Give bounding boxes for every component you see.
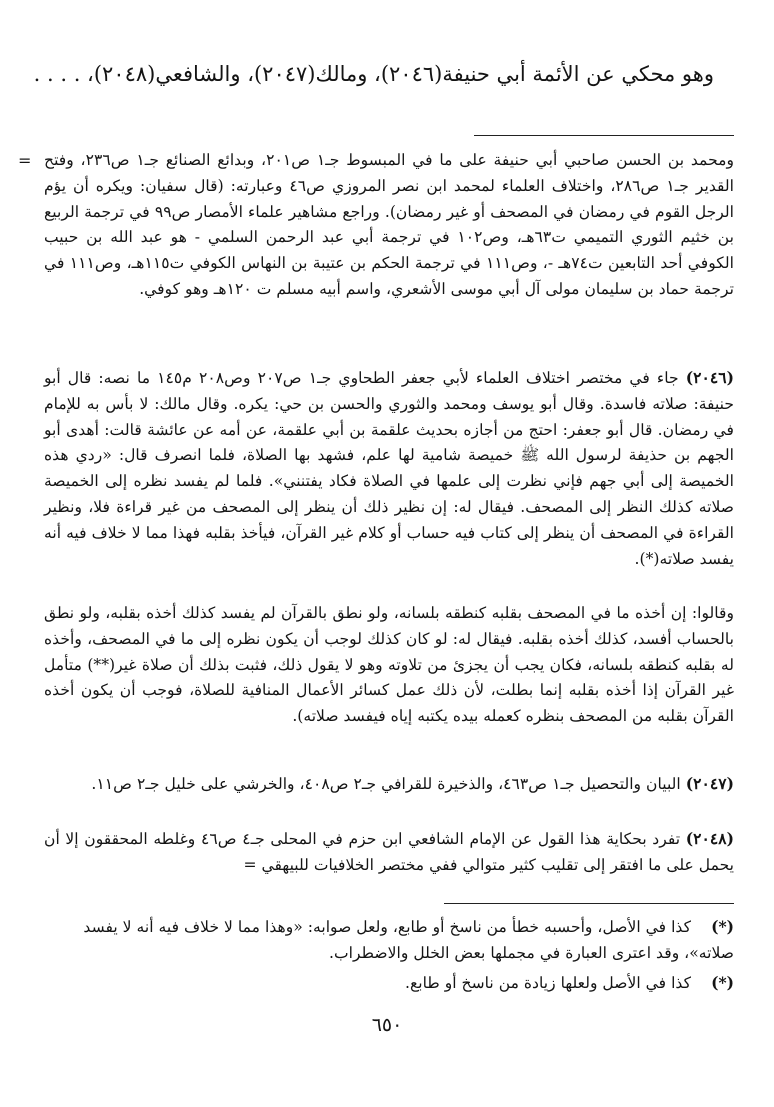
note-2046-text-2: وقالوا: إن أخذه ما في المصحف بقلبه كنطقه بلسانه، ولو نطق بالقرآن لم يفسد كذلك أخذه بقلبه، ولو نطق بالحساب أفسد، كذلك أخذه بقلبه. فيقال له: لو كان كذلك لوجب أن يكون نظره إلى ما في المصحف، وأخذه له بقلبه كنطقه بلسانه، فكان يجب أن يجزئ من تلاوته وهو لا يقول ذلك، فثبت بذلك أن صلاة غير(**) متأمل غير القرآن إذا أخذه بقلبه إنما بطلت، لأن ذلك عمل كسائر الأعمال المنافية للصلاة، فوجب أن يكون أخذه القرآن بقلبه من المصحف بنظره كعمله بيده يكتبه إياه فيفسد صلاته). bbox=[44, 604, 734, 726]
editor-footnote-1 bbox=[44, 914, 734, 967]
editor-footnote-1-text: كذا في الأصل، وأحسبه خطأ من ناسخ أو طابع، ولعل صوابه: «وهذا مما لا خلاف فيه أنه لا يفسد صلاته»، وقد اعترى العبارة في مجملها بعض الخلل والاضطراب. bbox=[83, 918, 734, 962]
note-2046-number: (٢٠٤٦) bbox=[685, 368, 735, 387]
editor-footnote-2 bbox=[44, 970, 734, 997]
continuation-text: ومحمد بن الحسن صاحبي أبي حنيفة على ما في المبسوط جـ١ ص٢٠١، وبدائع الصنائع جـ١ ص٢٣٦، وفتح القدير جـ١ ص٢٨٦، واختلاف العلماء لمحمد ابن نصر المروزي ص٤٦ وعبارته: (قال سفيان: ويكره أن يؤم الرجل القوم في رمضان في المصحف أو غير رمضان). وراجع مشاهير علماء الأمصار ص٩٩ في ترجمة الربيع بن خثيم الثوري التميمي ت٦٣هـ، وص١٠٢ في ترجمة أبي عبد الرحمن السلمي - هو عبد الله بن حبيب الكوفي أحد التابعين ت٧٤هـ -، وص١١١ في ترجمة الحكم بن عتيبة بن النهاس الكوفي ت١١٥هـ، وص١١١ في ترجمة حماد بن سليمان مولى آل أبي موسى الأشعري، واسم أبيه مسلم ت ١٢٠هـ وهو كوفي. bbox=[44, 151, 735, 298]
editor-footnote-1-mark: (*) bbox=[711, 917, 734, 936]
continuation-mark: = bbox=[18, 151, 32, 170]
note-2047 bbox=[44, 771, 734, 798]
note-2048-number: (٢٠٤٨) bbox=[685, 829, 734, 848]
note-2048-text: تفرد بحكاية هذا القول عن الإمام الشافعي ابن حزم في المحلى جـ٤ ص٤٦ وغلطه المحققون إلا أن يحمل على ما افتقر إلى تقليب كثير متوالي ففي مختصر الخلافيات للبيهقي = bbox=[44, 830, 734, 874]
note-2046 bbox=[44, 365, 734, 572]
note-2046-text-1: جاء في مختصر اختلاف العلماء لأبي جعفر الطحاوي جـ١ ص٢٠٧ وص٢٠٨ م١٤٥ ما نصه: قال أبو حنيفة: صلاته فاسدة. وقال أبو يوسف ومحمد والثوري والحسن بن حي: يكره. وقال مالك: لا بأس به للإمام في رمضان. قال أبو جعفر: احتج من أجازه بحديث علقمة بن أبي علقمة، عن أمه عن عائشة قالت: أهدى أبو الجهم بن حذيفة لرسول الله ﷺ خميصة شامية لها علم، فشهد بها الصلاة، فلما انصرف قال: «ردي هذه الخميصة إلى أبي جهم فإني نظرت إلى علمها في الصلاة فكاد يفتنني». فلما لم يفسد نظره إلى الخميصة صلاته كذلك النظر إلى المصحف. فيقال له: إن نظير ذلك أن ينظر إلى المصحف من غير قراءة فلا، ونظير القراءة في المصحف أن ينظر إلى كتاب فيه حساب أو كلام غير القرآن، فيأخذ بقلبه فهذا مما لا خلاف فيه أنه يفسد صلاته(*). bbox=[44, 369, 734, 568]
footnote-separator bbox=[474, 135, 734, 136]
footnote-continuation bbox=[18, 148, 735, 303]
editor-footnote-2-mark: (*) bbox=[711, 973, 734, 992]
note-2047-number: (٢٠٤٧) bbox=[685, 774, 734, 793]
editor-footnote-separator bbox=[444, 903, 734, 904]
page-number: ٦٥٠ bbox=[371, 1014, 403, 1036]
editor-footnote-2-text: كذا في الأصل ولعلها زيادة من ناسخ أو طابع. bbox=[404, 974, 692, 992]
note-2047-text: البيان والتحصيل جـ١ ص٤٦٣، والذخيرة للقرافي جـ٢ ص٤٠٨، والخرشي على خليل جـ٢ ص١١. bbox=[91, 775, 681, 793]
note-2048 bbox=[44, 826, 734, 879]
note-2046-continued bbox=[44, 601, 734, 730]
main-text-line: وهو محكي عن الأئمة أبي حنيفة(٢٠٤٦)، ومالك(٢٠٤٧)، والشافعي(٢٠٤٨)، . . . . bbox=[33, 62, 714, 86]
